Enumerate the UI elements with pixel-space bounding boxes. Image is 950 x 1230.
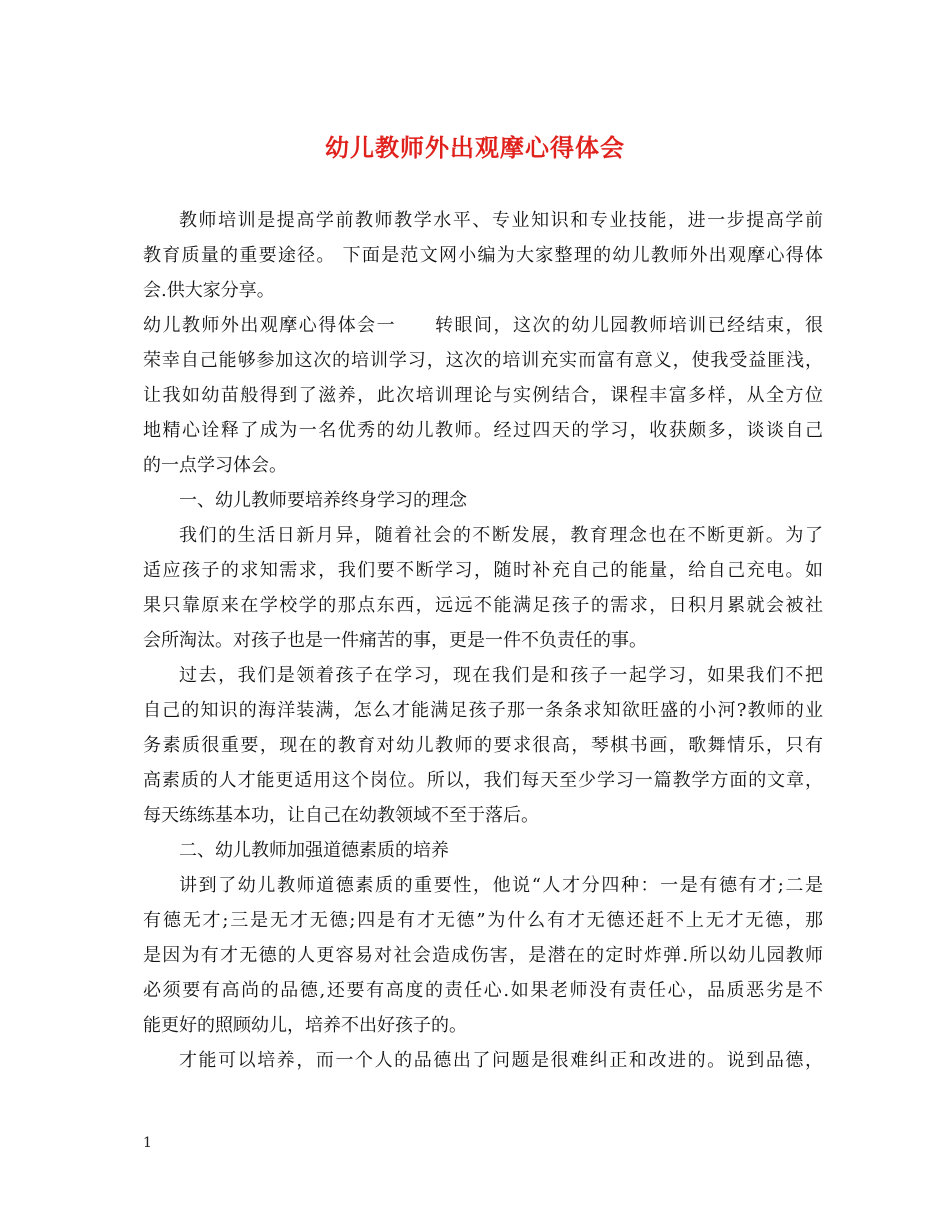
text-line: 会所淘汰。对孩子也是一件痛苦的事，更是一件不负责任的事。 [143,630,647,651]
text-line: 务素质很重要，现在的教育对幼儿教师的要求很高，琴棋书画，歌舞情乐，只有 [143,735,823,756]
text-line: 教师培训是提高学前教师教学水平、专业知识和专业技能，进一步提高学前 [179,210,823,231]
document-body [143,203,823,1078]
text-line: 过去，我们是领着孩子在学习，现在我们是和孩子一起学习，如果我们不把 [179,665,823,686]
text-line: 我们的生活日新月异，随着社会的不断发展，教育理念也在不断更新。为了 [179,525,823,546]
text-line: 讲到了幼儿教师道德素质的重要性，他说“人才分四种：一是有德有才;二是 [179,875,823,896]
text-line: 有德无才;三是无才无德;四是有才无德”为什么有才无德还赶不上无才无德，那 [143,910,823,931]
text-line: 适应孩子的求知需求，我们要不断学习，随时补充自己的能量，给自己充电。如 [143,560,823,581]
text-line: 让我如幼苗般得到了滋养，此次培训理论与实例结合，课程丰富多样，从全方位 [143,385,823,406]
text-line: 荣幸自己能够参加这次的培训学习，这次的培训充实而富有意义，使我受益匪浅， [143,350,823,371]
text-line: 一、幼儿教师要培养终身学习的理念 [179,490,467,511]
text-line: 二、幼儿教师加强道德素质的培养 [179,840,449,861]
text-line: 幼儿教师外出观摩心得体会一 转眼间，这次的幼儿园教师培训已经结束，很 [143,315,823,336]
text-line: 的一点学习体会。 [143,455,287,476]
text-line: 教育质量的重要途径。 下面是范文网小编为大家整理的幼儿教师外出观摩心得体 [143,245,823,266]
document-title: 幼儿教师外出观摩心得体会 [325,133,625,162]
text-line: 果只靠原来在学校学的那点东西，远远不能满足孩子的需求，日积月累就会被社 [143,595,823,616]
text-line: 地精心诠释了成为一名优秀的幼儿教师。经过四天的学习，收获颇多，谈谈自己 [143,420,823,441]
text-line: 能更好的照顾幼儿，培养不出好孩子的。 [143,1015,467,1036]
text-line: 才能可以培养，而一个人的品德出了问题是很难纠正和改进的。说到品德， [179,1050,823,1071]
text-line: 是因为有才无德的人更容易对社会造成伤害，是潜在的定时炸弹.所以幼儿园教师 [143,945,823,966]
text-line: 必须要有高尚的品德,还要有高度的责任心.如果老师没有责任心，品质恶劣是不 [143,980,823,1001]
text-line: 每天练练基本功，让自己在幼教领域不至于落后。 [143,805,539,826]
page-number: 1 [143,1135,152,1151]
text-line: 高素质的人才能更适用这个岗位。所以，我们每天至少学习一篇教学方面的文章， [143,770,823,791]
text-line: 自己的知识的海洋装满，怎么才能满足孩子那一条条求知欲旺盛的小河?教师的业 [143,700,823,721]
text-line: 会.供大家分享。 [143,280,275,301]
